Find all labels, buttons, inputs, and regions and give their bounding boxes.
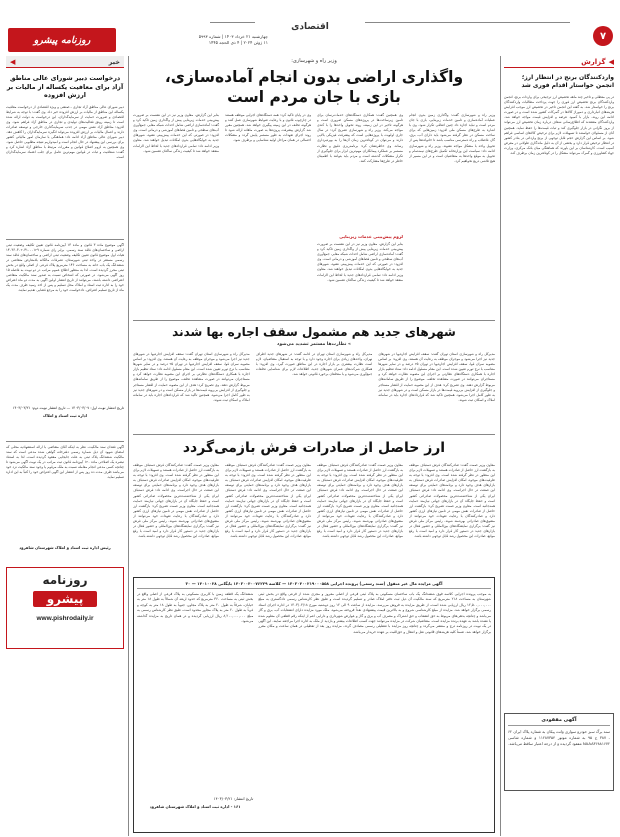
report-column	[504, 56, 614, 837]
masthead-logo	[8, 28, 116, 52]
news-headline: درخواست دبیر شورای عالی مناطق آزاد برای معافیت یکساله از مالیات بر ارزش افزوده	[6, 74, 124, 99]
section-title-box	[255, 14, 365, 30]
report-header	[504, 56, 614, 68]
story-rent-col-1: مدیرکل راه و شهرسازی استان تهران گفت: سقف افزایش اجاره‌بها در شهرهای جدید نیز اجرا می‌شود و موجران موظف به رعایت آن هستند. وی افزود: بر اساس مصوبه سران قوا، سقف افزایش اجاره‌بها در تهران ۲۵ درصد و در سایر شهرها متناسب با نرخ تورم تعیین شده است. این مقام مسئول ادامه داد: ستاد تنظیم بازار اجاره با همکاری دستگاه‌های نظارتی بر اجرای این مصوبه نظارت خواهد کرد و مستاجران می‌توانند در صورت مشاهده تخلف، موضوع را از طریق سامانه‌های مربوط گزارش دهند. وی تصریح کرد: هدف از این مصوبه حمایت از اقشار مستاجر و جلوگیری از افزایش بی‌رویه قیمت‌ها در بازار مسکن است و در شهرهای جدید نیز به طور کامل اجرا می‌شود. همچنین تاکید شد که قراردادهای اجاره باید در سامانه املاک و اسکان ثبت شوند.	[378, 352, 495, 402]
story-rent-byline: » نظارت‌ها مستمر تشدید می‌شود	[277, 342, 351, 347]
lead-col-5: بنابر این گزارش، معاون وزیر نیز در این نشست بر ضرورت پیش‌بینی خدمات زیربنایی پیش از واگذاری زمین تاکید کرد و گفت: آماده‌سازی اراضی شامل احداث شبکه معابر، جمع‌آوری آب‌های سطحی و تامین فضاهای آموزشی و درمانی است. وی افزود: در صورتی که این خدمات پیش‌بینی نشود، شهرهای جدید به خوابگاه‌هایی بدون امکانات تبدیل خواهند شد. معاون وزیر ادامه داد: تمامی قراردادهای جدید با لحاظ این الزامات منعقد خواهد شد تا کیفیت زندگی ساکنان تضمین شود.	[133, 113, 219, 153]
story-rent-cap	[133, 323, 495, 431]
auction-notice-side	[137, 592, 253, 824]
story-carpet-export	[133, 437, 495, 572]
story-carpet-headline: ارز حاصل از صادرات فرش بازمی‌گردد	[182, 440, 446, 456]
lead-headline: واگذاری اراضی بدون انجام آماده‌سازی، بازی با جان مردم است	[164, 68, 464, 106]
auction-notice-columns	[137, 592, 491, 824]
lead-kicker: وزیر راه و شهرسازی:	[291, 58, 337, 64]
newspaper-promo	[6, 567, 124, 649]
lead-story	[133, 56, 495, 318]
registry-notice-2	[6, 441, 124, 561]
auction-notice-title: آگهی مزایده مال غیر منقول (سند رسمی) پرونده اجرایی ۱۴۰۳۰۴۰۰۲۱۹۰۰۰۵۵۸ — کلاسه ۱۴۰۳۰۰۴۰۰۷۶۲۲۹ بایگانی ۱۴۰۱۰۰۲۸ — ۳۰	[137, 581, 491, 589]
promo-name-text: پیشرو	[46, 591, 84, 606]
lead-col-2	[317, 113, 403, 303]
column-rule-left	[128, 56, 129, 836]
report-headline: واردکنندگان برنج در انتظار ارز؛ انجمن خواستار اقدام فوری شد	[521, 74, 614, 89]
lead-col-3-text: بنابر این گزارش، معاون وزیر نیز در این نشست بر ضرورت پیش‌بینی خدمات زیربنایی پیش از واگذاری زمین تاکید کرد و گفت: آماده‌سازی اراضی شامل احداث شبکه معابر، جمع‌آوری آب‌های سطحی و تامین فضاهای آموزشی و درمانی است. وی افزود: در صورتی که این خدمات پیش‌بینی نشود، شهرهای جدید به خوابگاه‌هایی بدون امکانات تبدیل خواهند شد. معاون وزیر ادامه داد: تمامی قراردادهای جدید با لحاظ این الزامات منعقد خواهد شد تا کیفیت زندگی ساکنان تضمین شود.	[317, 242, 403, 282]
page-number: ۷	[599, 30, 607, 42]
section-title: اقتصادی	[291, 22, 329, 32]
date-line-1: چهارشنبه ۲۱ خرداد ۱۴۰۳ | شماره ۵۹۹۳	[198, 34, 268, 39]
news-header	[6, 56, 124, 68]
news-header-label: خبر	[108, 57, 120, 66]
date-block	[118, 34, 268, 46]
story-carpet-col-3: معاون وزیر صمت گفت: صادرکنندگان فرش دستباف موظف به بازگشت ارز حاصل از صادرات هستند و تسهیلات لازم برای این منظور در نظر گرفته شده است. وی افزود: با توجه به ظرفیت‌های موجود، امکان افزایش صادرات فرش دستباف به بازارهای هدف وجود دارد و برنامه‌های حمایتی برای توسعه این صنعت در حال اجراست. وی ادامه داد: فرش دستباف ایران یکی از شناخته‌شده‌ترین محصولات صادراتی کشور است و حفظ جایگاه آن در بازارهای جهانی نیازمند حمایت همه‌جانبه است. معاون وزیر صمت تصریح کرد: بازگشت ارز حاصل از صادرات نقش مهمی در تامین نیازهای ارزی کشور دارد و صادرکنندگان با رعایت تعهدات خود می‌توانند از مشوق‌های صادراتی بهره‌مند شوند. رئیس مرکز ملی فرش نیز گفت: برگزاری نمایشگاه‌های بین‌المللی و حضور فعال در بازارهای جدید در دستور کار قرار دارد و امید است با رفع موانع، صادرات این محصول رشد قابل توجهی داشته باشد.	[225, 463, 311, 539]
lost-notice-text: سند برگ سبز خودرو سواری وانت پیکان به شماره پلاک ایران ۶۲ - ۳۸۷ ج ۹۵ به شماره موتور ۱۱۲۸۷۳۵۴ و شماره شاسی NAAA۳۶۸۸۱۶۷۲ مفقود گردیده و از درجه اعتبار ساقط می‌باشد.	[508, 729, 610, 746]
registry-notice-2-text: آگهی فقدان سند مالکیت. نظر به اینکه آقای متقاضی با ارائه استشهادیه محلی که امضای شهود آن ذیل شماره رسمی دفترخانه گواهی شده مدعی است که سند مالکیت ششدانگ پلاک ثبتی به علت جابجایی مفقود گردیده است، لذا به استناد تبصره یک اصلاحی ماده ۱۲۰ آیین‌نامه قانون ثبت مراتب در یک نوبت آگهی می‌شود تا چنانچه کسی مدعی انجام معامله نسبت به ملک مرقوم یا وجود سند مالکیت نزد خود می‌باشد ظرف مدت ده روز پس از انتشار این آگهی اعتراض خود را کتباً به این اداره تسلیم نماید.	[6, 444, 124, 480]
auction-notice-body-2: ششدانگ یک قطعه زمین با کاربری مسکونی به پلاک فرعی از اصلی واقع در بخش ثبتی به مساحت ۳۶۰ مترمربع که حدود اربعه آن شمالاً به طول ۱۸ متر به خیابان، شرقاً به طول ۲۰ متر به پلاک مجاور، جنوباً به طول ۱۸ متر به کوچه و غرباً به طول ۲۰ متر به پلاک مجاور محدود است، طبق نظر کارشناس رسمی به مبلغ ۸,۲۰۰,۰۰۰,۰۰۰ ریال ارزیابی گردیده و در همان تاریخ به مزایده گذاشته می‌شود.	[137, 592, 254, 624]
promo-title: روزنامه	[42, 572, 88, 587]
registry-notice-2-sign: رئیس اداره ثبت اسناد و املاک شهرستان شاهرود	[19, 544, 111, 550]
story-rent-col-2: مدیرکل راه و شهرسازی استان تهران در ادامه گفت: در شهرهای جدید اطراف تهران، واحدهای زیادی برای اجاره وجود دارد و با توجه به استقبال متقاضیان، لازم است نظارت بیشتری بر بازار اجاره در این مناطق صورت گیرد. وی افزود: با همکاری شرکت‌های عمران شهرهای جدید، اطلاعات لازم برای شناسایی تخلفات جمع‌آوری می‌شود و با متخلفان برخورد قانونی خواهد شد.	[255, 352, 373, 377]
lead-col-4: وی در پایان تاکید کرد: همه دستگاه‌های اجرایی موظف هستند در چارچوب قانون و با رعایت ضوابط شهرسازی عمل کنند و هرگونه تخلف در این زمینه پیگیری خواهد شد. همچنین مقرر شد گزارش پیشرفت پروژه‌ها به صورت ماهانه ارائه شود تا روند اجرای تعهدات به طور مستمر پایش گردد و مشکلات احتمالی در همان مراحل اولیه شناسایی و برطرف شود.	[225, 113, 311, 143]
registry-notice-1-dates: تاریخ انتشار نوبت اول: ۱۴۰۳/۰۳/۰۷ — تاریخ انتشار نوبت دوم: ۱۴۰۳/۰۳/۲۱	[12, 405, 124, 410]
lead-subhead: لزوم پیش‌بینی خدمات زیربنایی	[339, 234, 403, 239]
promo-website[interactable]: www.pishrodaily.ir	[36, 614, 94, 622]
masthead-rule-right	[365, 22, 570, 23]
report-arrow-icon: ◀	[608, 57, 614, 66]
promo-name	[33, 591, 98, 607]
news-column	[6, 56, 124, 837]
page-number-badge	[593, 26, 613, 46]
lead-bottom-rule	[133, 320, 495, 321]
story-carpet-col-4: معاون وزیر صمت گفت: صادرکنندگان فرش دستباف موظف به بازگشت ارز حاصل از صادرات هستند و تسهیلات لازم برای این منظور در نظر گرفته شده است. وی افزود: با توجه به ظرفیت‌های موجود، امکان افزایش صادرات فرش دستباف به بازارهای هدف وجود دارد و برنامه‌های حمایتی برای توسعه این صنعت در حال اجراست. وی ادامه داد: فرش دستباف ایران یکی از شناخته‌شده‌ترین محصولات صادراتی کشور است و حفظ جایگاه آن در بازارهای جهانی نیازمند حمایت همه‌جانبه است. معاون وزیر صمت تصریح کرد: بازگشت ارز حاصل از صادرات نقش مهمی در تامین نیازهای ارزی کشور دارد و صادرکنندگان با رعایت تعهدات خود می‌توانند از مشوق‌های صادراتی بهره‌مند شوند. رئیس مرکز ملی فرش نیز گفت: برگزاری نمایشگاه‌های بین‌المللی و حضور فعال در بازارهای جدید در دستور کار قرار دارد و امید است با رفع موانع، صادرات این محصول رشد قابل توجهی داشته باشد.	[133, 463, 219, 539]
story-carpet-col-1: معاون وزیر صمت گفت: صادرکنندگان فرش دستباف موظف به بازگشت ارز حاصل از صادرات هستند و تسهیلات لازم برای این منظور در نظر گرفته شده است. وی افزود: با توجه به ظرفیت‌های موجود، امکان افزایش صادرات فرش دستباف به بازارهای هدف وجود دارد و برنامه‌های حمایتی برای توسعه این صنعت در حال اجراست. وی ادامه داد: فرش دستباف ایران یکی از شناخته‌شده‌ترین محصولات صادراتی کشور است و حفظ جایگاه آن در بازارهای جهانی نیازمند حمایت همه‌جانبه است. معاون وزیر صمت تصریح کرد: بازگشت ارز حاصل از صادرات نقش مهمی در تامین نیازهای ارزی کشور دارد و صادرکنندگان با رعایت تعهدات خود می‌توانند از مشوق‌های صادراتی بهره‌مند شوند. رئیس مرکز ملی فرش نیز گفت: برگزاری نمایشگاه‌های بین‌المللی و حضور فعال در بازارهای جدید در دستور کار قرار دارد و امید است با رفع موانع، صادرات این محصول رشد قابل توجهی داشته باشد.	[409, 463, 495, 539]
story-rent-headline: شهرهای جدید هم مشمول سقف اجاره بها شدند	[172, 325, 456, 339]
masthead	[0, 0, 620, 44]
lead-col-2-text: وی همچنین گفت: همکاری دستگاه‌های خدمات‌رسان برای تامین زیرساخت‌ها در پروژه‌های مسکن ضروری است و هرگونه تاخیر در این زمینه، روند تحویل واحدها را با کندی مواجه می‌کند. وزیر راه و شهرسازی تصریح کرد: در سال جاری اولویت با پروژه‌هایی است که پیشرفت فیزیکی بالایی دارند و می‌توان در کوتاه‌ترین زمان آن‌ها را به بهره‌برداری رساند. وی خاطرنشان کرد: برنامه‌ریزی دقیق و نظارت مستمر بر عملکرد پیمانکاران مهم‌ترین ابزار برای جلوگیری از تکرار مشکلات گذشته است و مردم باید بتوانند با اطمینان خاطر در طرح‌ها مشارکت کنند.	[317, 113, 403, 163]
news-body: دبیر شورای عالی مناطق آزاد تجاری ـ صنعتی و ویژه اقتصادی از درخواست معافیت یکساله این مناطق از مالیات بر ارزش افزوده خبر داد. وی گفت: با توجه به شرایط اقتصادی و ضرورت حمایت از سرمایه‌گذاران، این درخواست به دولت ارائه شده است تا زمینه رونق فعالیت‌های تولیدی و تجاری در مناطق آزاد فراهم شود. وی افزود: مناطق آزاد نقش مهمی در جذب سرمایه‌گذاری خارجی و توسعه صادرات دارند و اعمال مالیات بر ارزش افزوده می‌تواند انگیزه سرمایه‌گذاران را کاهش دهد. دبیر شورای عالی مناطق آزاد ادامه داد: هماهنگی با سازمان امور مالیاتی کشور برای بررسی این پیشنهاد در حال انجام است و امیدواریم نتیجه مطلوبی حاصل شود. وی همچنین به لزوم اصلاح قوانین و مقررات مرتبط با مناطق آزاد اشاره کرد و گفت: شفافیت و ثبات در قوانین مهم‌ترین عامل برای جلب اعتماد سرمایه‌گذاران است.	[6, 104, 124, 160]
registry-notice-1-sign: اداره ثبت اسناد و املاک	[42, 412, 87, 418]
registry-notice-1-text: آگهی موضوع ماده ۳ قانون و ماده ۱۳ آیین‌نامه قانون تعیین تکلیف وضعیت ثبتی اراضی و ساختمان‌های فاقد سند رسمی. برابر رای شماره ۱۴۰۳۶۰۳۰۲۰۴۱۰۰۰۱۲۹ هیات اول موضوع قانون تعیین تکلیف وضعیت ثبتی اراضی و ساختمان‌های فاقد سند رسمی مستقر در واحد ثبتی شهرستان، تصرفات مالکانه بلامعارض متقاضی در ششدانگ یک باب خانه به مساحت ۱۴۶ مترمربع پلاک فرعی از اصلی واقع در بخش ثبتی محرز گردیده است. لذا به منظور اطلاع عموم مراتب در دو نوبت به فاصله ۱۵ روز آگهی می‌شود. در صورتی که اشخاص نسبت به صدور سند مالکیت متقاضی اعتراضی داشته باشند، می‌توانند از تاریخ انتشار اولین آگهی به مدت دو ماه اعتراض خود را به اداره ثبت اسناد و املاک محل تسلیم و پس از اخذ رسید ظرف مدت یک ماه از تاریخ تسلیم اعتراض، دادخواست خود را به مرجع قضایی تقدیم نمایند.	[6, 242, 124, 293]
report-header-label: گزارش	[581, 57, 606, 66]
masthead-logo-text: روزنامه پیشرو	[33, 34, 91, 46]
story-carpet-columns	[133, 463, 495, 571]
lead-col-1: وزیر راه و شهرسازی گفت: واگذاری زمین بدون انجام عملیات آماده‌سازی و تامین خدمات زیربنایی، بازی با جان مردم است و نباید اجازه داد چنین اتفاقی تکرار شود. وی با اشاره به طرح‌های مسکن ملی افزود: زمین‌هایی که برای ساخت مسکن در نظر گرفته می‌شود باید دارای آب، برق، گاز، فاضلاب و راه دسترسی مناسب باشد تا خانواده‌ها پس از تحویل واحد با مشکل مواجه نشوند. وزیر راه و شهرسازی ادامه داد: سیاست این وزارتخانه تکمیل طرح‌های نیمه‌تمام و تحویل به موقع واحدها به متقاضیان است و در این مسیر از هیچ تلاشی دریغ نخواهیم کرد.	[409, 113, 495, 163]
story-2-bottom-rule	[133, 434, 495, 435]
date-line-2: ۱۱ ژوئن ۲۰۲۴ | ۴ ذی الحجه ۱۴۴۵	[208, 40, 268, 45]
masthead-rule-left	[210, 22, 255, 23]
story-rent-col-3: مدیرکل راه و شهرسازی استان تهران گفت: سقف افزایش اجاره‌بها در شهرهای جدید نیز اجرا می‌شود و موجران موظف به رعایت آن هستند. وی افزود: بر اساس مصوبه سران قوا، سقف افزایش اجاره‌بها در تهران ۲۵ درصد و در سایر شهرها متناسب با نرخ تورم تعیین شده است. این مقام مسئول ادامه داد: ستاد تنظیم بازار اجاره با همکاری دستگاه‌های نظارتی بر اجرای این مصوبه نظارت خواهد کرد و مستاجران می‌توانند در صورت مشاهده تخلف، موضوع را از طریق سامانه‌های مربوط گزارش دهند. وی تصریح کرد: هدف از این مصوبه حمایت از اقشار مستاجر و جلوگیری از افزایش بی‌رویه قیمت‌ها در بازار مسکن است و در شهرهای جدید نیز به طور کامل اجرا می‌شود. همچنین تاکید شد که قراردادهای اجاره باید در سامانه املاک و اسکان ثبت شوند.	[132, 352, 250, 402]
column-rule-right	[500, 56, 501, 836]
lost-notice-title: آگهی مفقودی	[508, 717, 610, 726]
lost-notice-box	[504, 713, 614, 791]
auction-notice-sign: ۱۶۱ - اداره ثبت اسناد و املاک شهرستان شاهرود	[149, 804, 241, 809]
auction-notice-date: تاریخ انتشار: ۱۴۰۳/۰۳/۲۱	[213, 796, 254, 801]
story-carpet-col-2: معاون وزیر صمت گفت: صادرکنندگان فرش دستباف موظف به بازگشت ارز حاصل از صادرات هستند و تسهیلات لازم برای این منظور در نظر گرفته شده است. وی افزود: با توجه به ظرفیت‌های موجود، امکان افزایش صادرات فرش دستباف به بازارهای هدف وجود دارد و برنامه‌های حمایتی برای توسعه این صنعت در حال اجراست. وی ادامه داد: فرش دستباف ایران یکی از شناخته‌شده‌ترین محصولات صادراتی کشور است و حفظ جایگاه آن در بازارهای جهانی نیازمند حمایت همه‌جانبه است. معاون وزیر صمت تصریح کرد: بازگشت ارز حاصل از صادرات نقش مهمی در تامین نیازهای ارزی کشور دارد و صادرکنندگان با رعایت تعهدات خود می‌توانند از مشوق‌های صادراتی بهره‌مند شوند. رئیس مرکز ملی فرش نیز گفت: برگزاری نمایشگاه‌های بین‌المللی و حضور فعال در بازارهای جدید در دستور کار قرار دارد و امید است با رفع موانع، صادرات این محصول رشد قابل توجهی داشته باشد.	[317, 463, 403, 539]
report-body: در پی معطلی و تاخیر چند ماهه تخصیص ارز ترجیحی برای واردات برنج، انجمن واردکنندگان برنج تخصیص ارز فوری را جهت پرداخت مطالبات واردکنندگان برنج را خواستار شد. به گفته این انجمن تاخیر در تخصیص ارز موجب افزایش هزینه‌های انبارداری و دموراژ کالاها در گمرکات کشور شده است و در صورت ادامه این روند، بازار با کمبود عرضه و افزایش قیمت مواجه خواهد شد. واردکنندگان معتقدند که اطلاع‌رسانی شفاف درباره زمان تخصیص ارز می‌تواند از بروز نگرانی در بازار جلوگیری کند و ثبات قیمت‌ها را حفظ نماید. همچنین آنان از مسئولان خواستند تا تسهیلات لازم برای ترخیص کالاهای اساسی فراهم شود. بر اساس این گزارش حجم قابل توجهی از برنج وارداتی در بنادر کشور در انتظار ترخیص قرار دارد و بخشی از آن به دلیل ماندگاری طولانی در معرض آسیب است. کارشناسان بر این باورند که هماهنگی میان بانک مرکزی، وزارت جهاد کشاورزی و گمرک می‌تواند مشکل را در کوتاه‌ترین زمان برطرف کند.	[504, 95, 614, 156]
story-rent-columns	[133, 352, 495, 432]
registry-notice-1	[6, 239, 124, 435]
news-arrow-icon: ◀	[10, 57, 16, 66]
lead-columns	[133, 113, 495, 303]
auction-notice	[133, 577, 495, 833]
auction-notice-body: به موجب پرونده اجرایی کلاسه فوق ششدانگ یک باب ساختمان مسکونی به پلاک ثبتی فرعی از اصلی مفروز و مجزی شده از فرعی واقع در بخش ثبتی شهرستان به مساحت ۲۱۸ مترمربع که سند مالکیت آن ذیل ثبت دفتر املاک صادر و تسلیم گردیده است و طبق نظر کارشناس رسمی دادگستری به مبلغ ۱۲,۵۰۰,۰۰۰,۰۰۰ ریال ارزیابی شده است، از طریق مزایده به فروش می‌رسد. مزایده از ساعت ۹ الی ۱۲ روز دوشنبه مورخ ۱۴۰۳/۰۴/۱۸ در اداره اجرای اسناد رسمی برگزار خواهد شد. مزایده از مبلغ کارشناسی شروع و به بالاترین قیمت پیشنهادی نقداً فروخته می‌شود. ملک مورد مزایده دارای انشعابات آب، برق و گاز می‌باشد و چنانچه بدهی‌های مربوط به حق انشعاب و حق اشتراک و مصرف آب و برق و گاز و عوارض شهرداری و دارایی اعم از اینکه رقم قطعی آن معلوم شده یا نشده باشد به عهده برنده مزایده است. متقاضیان شرکت در مزایده می‌توانند جهت کسب اطلاعات بیشتر و بازدید از ملک به اداره اجرا مراجعه نمایند. این آگهی در یک نوبت در روزنامه درج و منتشر می‌گردد و چنانچه روز مزایده با تعطیلی رسمی مصادف گردد، مزایده روز بعد از تعطیلی در همان ساعت و مکان مقرر برگزار خواهد شد. ضمناً کلیه هزینه‌های قانونی نقل و انتقال و حق‌الثبت بر عهده خریدار می‌باشد.	[258, 592, 491, 634]
